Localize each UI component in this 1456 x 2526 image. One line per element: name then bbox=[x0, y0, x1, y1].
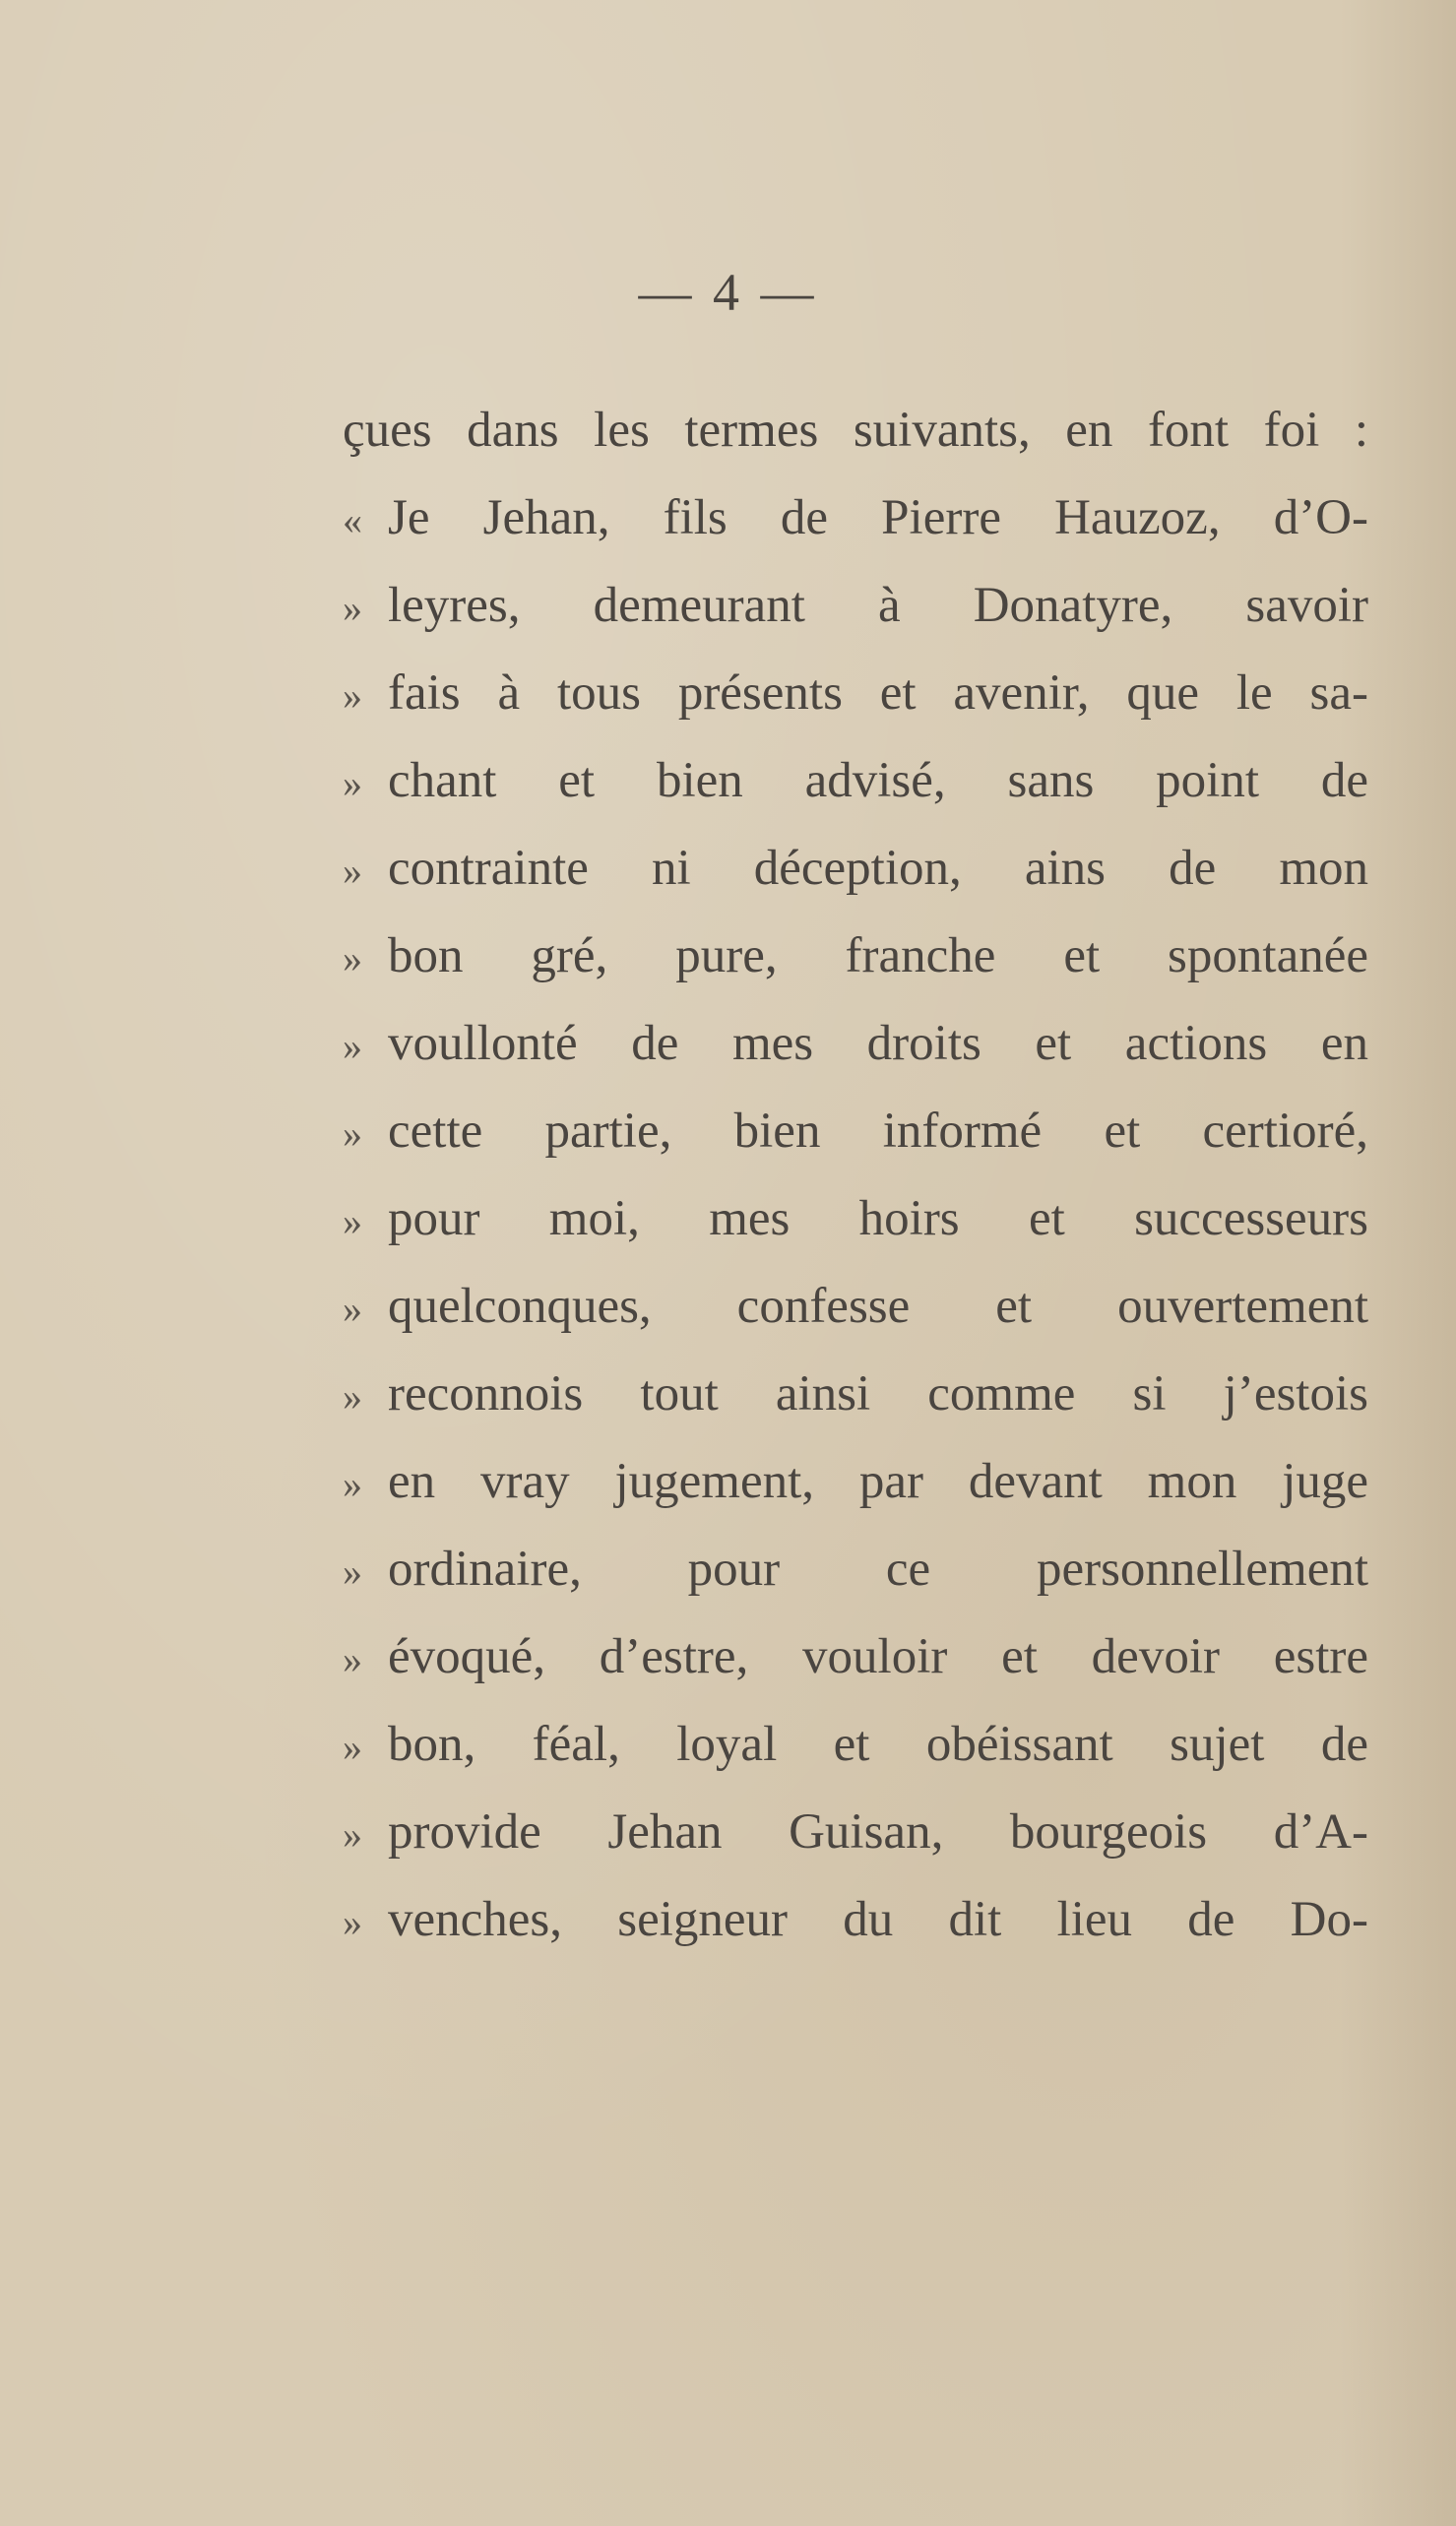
line-text: ordinaire, pour ce personnellement bbox=[388, 1542, 1368, 1597]
text-line bbox=[343, 1263, 1368, 1351]
line-text: fais à tous présents et avenir, que le sa- bbox=[388, 665, 1368, 721]
text-line bbox=[343, 1088, 1368, 1175]
text-line bbox=[343, 1526, 1368, 1613]
quote-mark: » bbox=[343, 1024, 362, 1068]
quote-mark: » bbox=[343, 586, 362, 630]
text-line bbox=[343, 1701, 1368, 1789]
quote-mark: « bbox=[343, 498, 362, 542]
quote-mark: » bbox=[343, 1287, 362, 1331]
line-text: quelconques, confesse et ouvertement bbox=[388, 1279, 1368, 1334]
quote-mark: » bbox=[343, 1637, 362, 1681]
text-line bbox=[343, 1876, 1368, 1964]
text-line bbox=[343, 474, 1368, 562]
quote-mark: » bbox=[343, 1549, 362, 1594]
text-line bbox=[343, 1175, 1368, 1263]
text-line bbox=[343, 387, 1368, 474]
text-line bbox=[343, 1438, 1368, 1526]
line-text: chant et bien advisé, sans point de bbox=[388, 753, 1368, 808]
text-line bbox=[343, 562, 1368, 650]
quote-mark: » bbox=[343, 1199, 362, 1243]
quote-mark: » bbox=[343, 1111, 362, 1156]
line-text: cette partie, bien informé et certioré, bbox=[388, 1104, 1368, 1159]
quote-mark: » bbox=[343, 936, 362, 980]
quote-mark: » bbox=[343, 1374, 362, 1419]
body-text bbox=[343, 387, 1368, 1964]
text-line bbox=[343, 1613, 1368, 1701]
line-text: Je Jehan, fils de Pierre Hauzoz, d’O- bbox=[388, 490, 1368, 545]
line-text: bon gré, pure, franche et spontanée bbox=[388, 928, 1368, 983]
quote-mark: » bbox=[343, 673, 362, 718]
line-text: pour moi, mes hoirs et successeurs bbox=[388, 1191, 1368, 1246]
page-number: — 4 — bbox=[638, 263, 818, 322]
quote-mark: » bbox=[343, 1900, 362, 1944]
line-text: venches, seigneur du dit lieu de Do- bbox=[388, 1892, 1368, 1947]
line-text: évoqué, d’estre, vouloir et devoir estre bbox=[388, 1629, 1368, 1684]
line-text: bon, féal, loyal et obéissant sujet de bbox=[388, 1717, 1368, 1772]
text-line bbox=[343, 913, 1368, 1000]
line-text: leyres, demeurant à Donatyre, savoir bbox=[388, 578, 1368, 633]
text-line bbox=[343, 737, 1368, 825]
text-line bbox=[343, 650, 1368, 737]
line-text: contrainte ni déception, ains de mon bbox=[388, 841, 1368, 896]
quote-mark: » bbox=[343, 1725, 362, 1769]
line-text: en vray jugement, par devant mon juge bbox=[388, 1454, 1368, 1509]
quote-mark: » bbox=[343, 761, 362, 805]
text-line bbox=[343, 1789, 1368, 1876]
text-line bbox=[343, 1000, 1368, 1088]
text-line bbox=[343, 825, 1368, 913]
line-text: voullonté de mes droits et actions en bbox=[388, 1016, 1368, 1071]
quote-mark: » bbox=[343, 1812, 362, 1857]
quote-mark: » bbox=[343, 1462, 362, 1506]
quote-mark: » bbox=[343, 849, 362, 893]
line-text: çues dans les termes suivants, en font foi : bbox=[343, 403, 1368, 458]
line-text: reconnois tout ainsi comme si j’estois bbox=[388, 1366, 1368, 1421]
text-line bbox=[343, 1351, 1368, 1438]
line-text: provide Jehan Guisan, bourgeois d’A- bbox=[388, 1804, 1368, 1860]
